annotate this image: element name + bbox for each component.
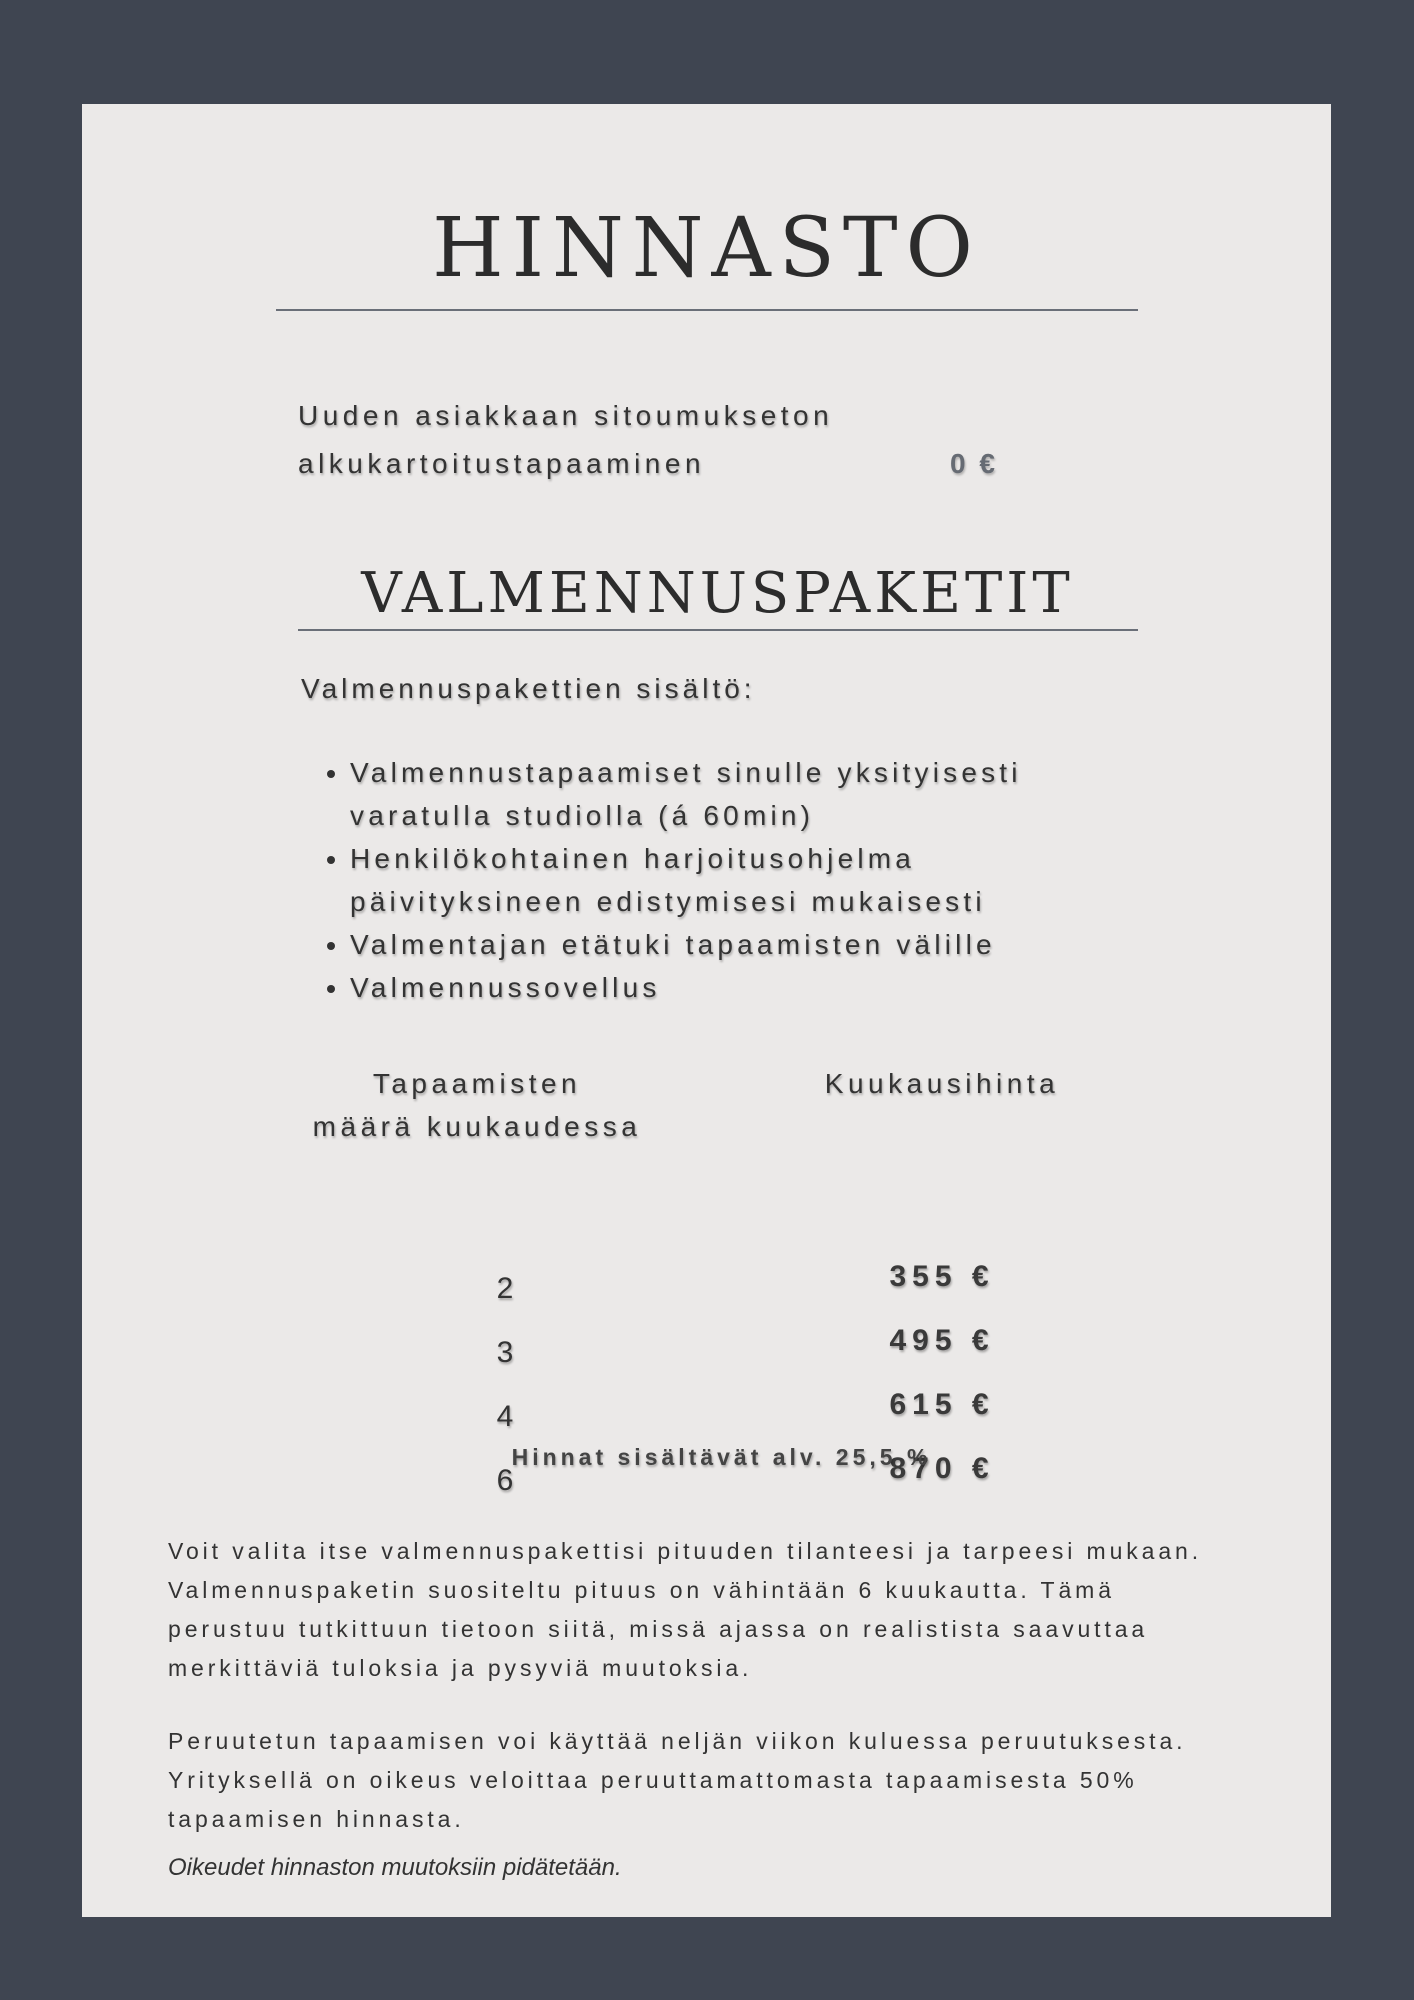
contents-list (300, 751, 1200, 1009)
vat-note: Hinnat sisältävät alv. 25,5 % (511, 1444, 932, 1470)
info-paragraph-length (168, 1532, 1298, 1688)
list-item-line: Henkilökohtainen harjoitusohjelma (350, 843, 916, 874)
list-item (350, 837, 1200, 923)
footnote: Oikeudet hinnaston muutoksiin pidätetään. (168, 1854, 622, 1881)
list-item-line: varatulla studiolla (á 60min) (350, 800, 815, 831)
packages-title: VALMENNUSPAKETIT (361, 561, 1074, 626)
table-cell-count: 4 (496, 1400, 514, 1433)
intro-line-1: Uuden asiakkaan sitoumukseton (298, 400, 834, 431)
contents-label: Valmennuspakettien sisältö: (301, 673, 756, 704)
paragraph-line: Valmennuspaketin suositeltu pituus on vähintään 6 kuukautta. Tämä (168, 1577, 1115, 1603)
list-item (350, 966, 1200, 1009)
column-header-line: Tapaamisten (372, 1068, 582, 1099)
paragraph-line: tapaamisen hinnasta. (168, 1806, 465, 1832)
page-title: HINNASTO (432, 201, 981, 296)
price-list-sheet (82, 104, 1331, 1917)
list-item-line: päivityksineen edistymisesi mukaisesti (350, 886, 986, 917)
paragraph-line: perustuu tutkittuun tietoon siitä, missä ajassa on realistista saavuttaa (168, 1616, 1149, 1642)
column-header-line: määrä kuukaudessa (312, 1111, 642, 1142)
table-cell-count: 3 (496, 1336, 514, 1369)
table-cell-price: 495 € (889, 1324, 995, 1357)
paragraph-line: Voit valita itse valmennuspakettisi pituuden tilanteesi ja tarpeesi mukaan. (168, 1538, 1203, 1564)
table-cell-price: 870 € (889, 1452, 995, 1485)
table-cell-price: 615 € (889, 1388, 995, 1421)
table-cell-price: 355 € (889, 1260, 995, 1293)
paragraph-line: Peruutetun tapaamisen voi käyttää neljän viikon kuluessa peruutuksesta. (168, 1728, 1187, 1754)
column-header-price: Kuukausihinta (824, 1068, 1060, 1099)
intro-line-2: alkukartoitustapaaminen (298, 448, 706, 479)
table-cell-count: 6 (496, 1464, 514, 1497)
paragraph-line: Yrityksellä on oikeus veloittaa peruuttamattomasta tapaamisesta 50% (168, 1767, 1138, 1793)
list-item (350, 751, 1200, 837)
table-cell-count: 2 (496, 1272, 514, 1305)
column-header-count (292, 1062, 662, 1148)
list-item-line: Valmentajan etätuki tapaamisten välille (350, 929, 996, 960)
packages-underline (298, 629, 1138, 631)
info-paragraph-cancellation (168, 1722, 1298, 1839)
intro-price: 0 € (950, 448, 998, 479)
list-item-line: Valmennustapaamiset sinulle yksityisesti (350, 757, 1022, 788)
list-item (350, 923, 1200, 966)
title-underline (276, 309, 1138, 311)
paragraph-line: merkittäviä tuloksia ja pysyviä muutoksia. (168, 1655, 753, 1681)
list-item-line: Valmennussovellus (350, 972, 661, 1003)
